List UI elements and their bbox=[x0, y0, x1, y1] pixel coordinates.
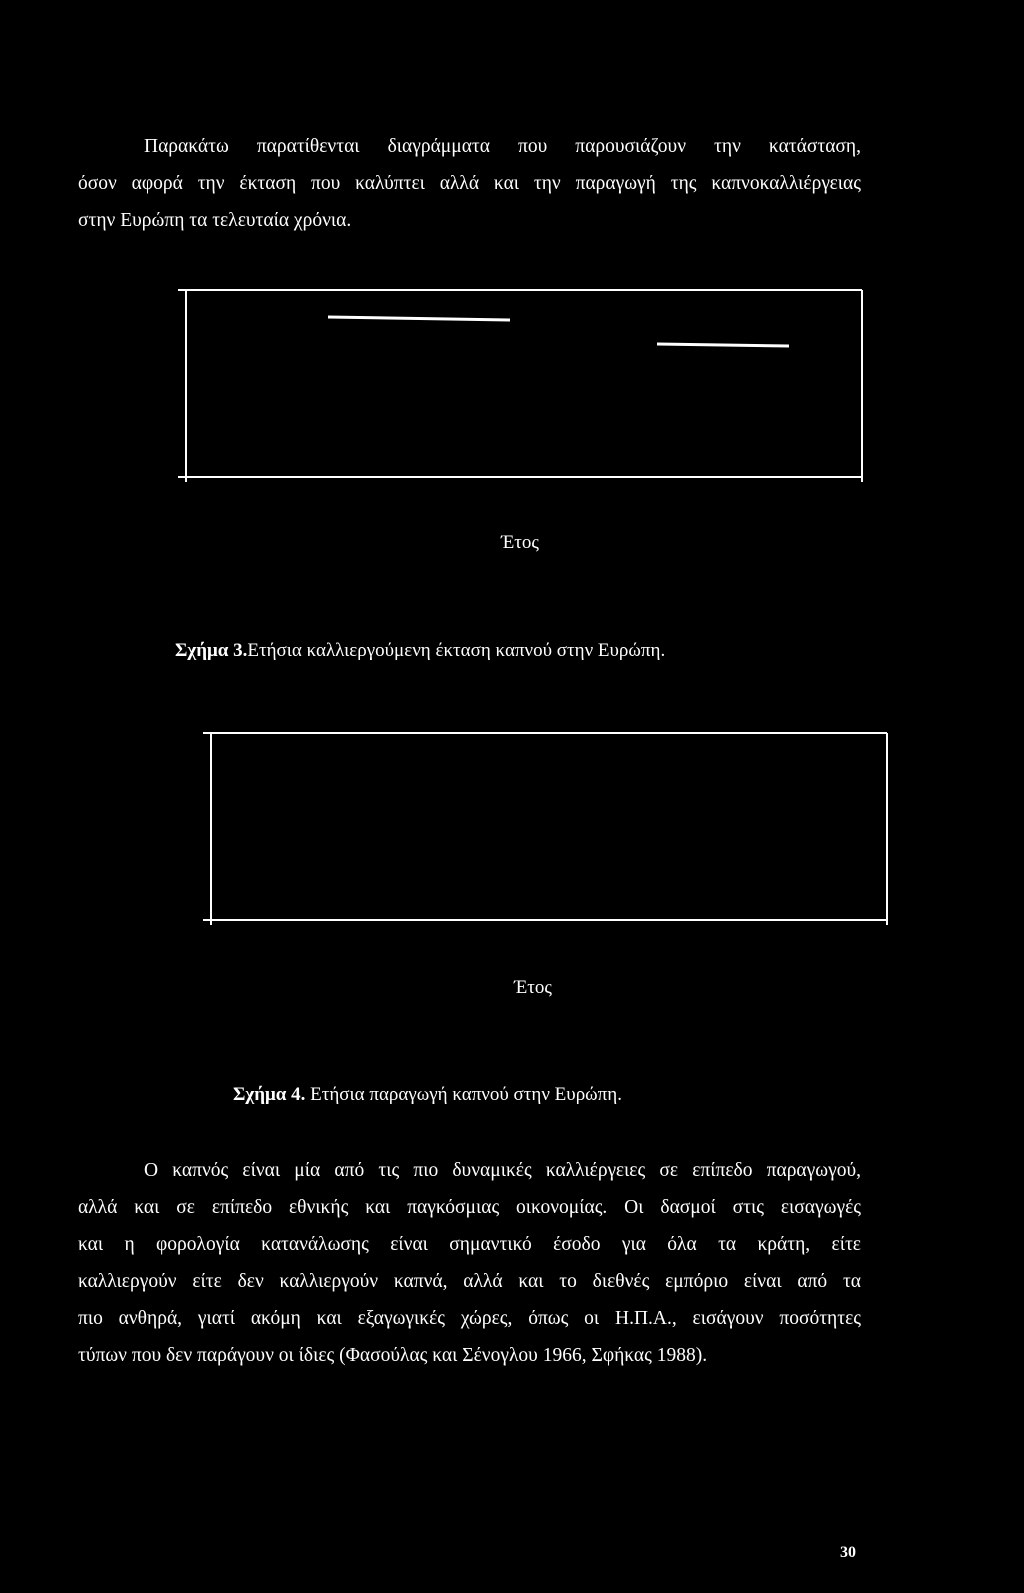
figure4-caption-text: Ετήσια παραγωγή καπνού στην Ευρώπη. bbox=[305, 1084, 622, 1105]
body-line: τύπων που δεν παράγουν οι ίδιες (Φασούλας και Σένογλου 1966, Σφήκας 1988). bbox=[78, 1345, 708, 1366]
intro-line: όσον αφορά την έκταση που καλύπτει αλλά και την παραγωγή της καπνοκαλλιέργειας bbox=[78, 173, 861, 194]
figure3-caption-text: Ετήσια καλλιεργούμενη έκταση καπνού στην Ευρώπη. bbox=[247, 640, 666, 661]
figure3-x-label: Έτος bbox=[501, 532, 539, 553]
intro-line: στην Ευρώπη τα τελευταία χρόνια. bbox=[78, 210, 352, 231]
figure4-caption-label: Σχήμα 4. bbox=[233, 1084, 306, 1105]
page-number: 30 bbox=[840, 1544, 856, 1561]
body-line: και η φορολογία κατανάλωσης είναι σημαντικό έσοδο για όλα τα κράτη, είτε bbox=[78, 1234, 861, 1255]
figure3-series-segment bbox=[657, 344, 789, 346]
intro-line: Παρακάτω παρατίθενται διαγράμματα που παρουσιάζουν την κατάσταση, bbox=[144, 136, 861, 157]
body-line: αλλά και σε επίπεδο εθνικής και παγκόσμιας οικονομίας. Οι δασμοί στις εισαγωγές bbox=[78, 1197, 861, 1218]
figure3-chart bbox=[170, 282, 870, 492]
figure3-caption bbox=[175, 640, 665, 662]
figure3-series-segment bbox=[328, 317, 510, 320]
body-paragraph bbox=[78, 1152, 861, 1374]
figure4-x-label: Έτος bbox=[514, 977, 552, 998]
intro-paragraph bbox=[78, 128, 861, 239]
body-line: καλλιεργούν είτε δεν καλλιεργούν καπνά, αλλά και το διεθνές εμπόριο είναι από τα bbox=[78, 1271, 861, 1292]
figure4-caption bbox=[233, 1084, 622, 1106]
body-line: πιο ανθηρά, γιατί ακόμη και εξαγωγικές χώρες, όπως οι Η.Π.Α., εισάγουν ποσότητες bbox=[78, 1308, 861, 1329]
body-line: Ο καπνός είναι μία από τις πιο δυναμικές καλλιέργειες σε επίπεδο παραγωγού, bbox=[144, 1160, 861, 1181]
figure3-caption-label: Σχήμα 3. bbox=[175, 640, 248, 661]
figure4-chart bbox=[195, 725, 895, 935]
